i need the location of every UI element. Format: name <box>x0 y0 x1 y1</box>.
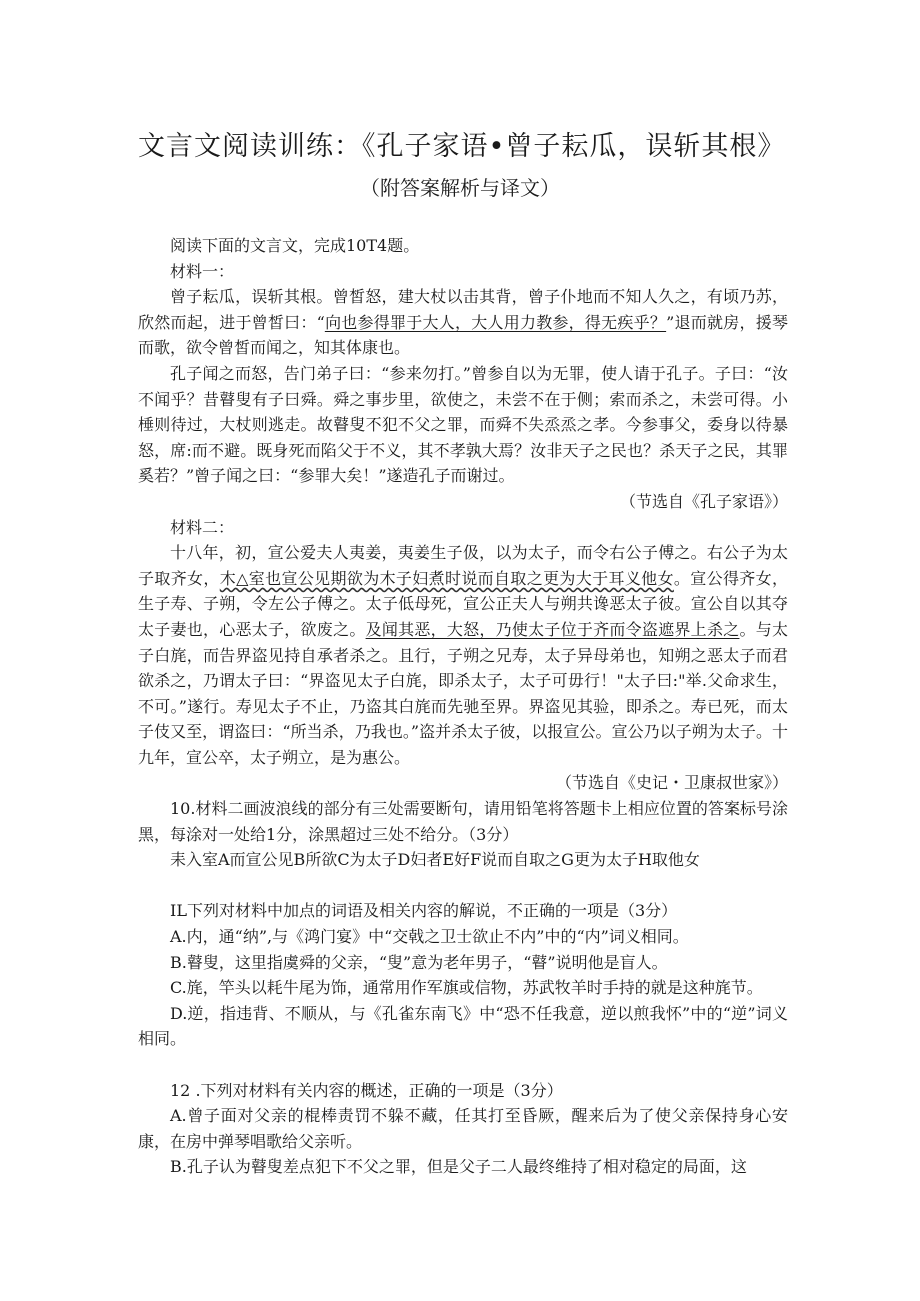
document-title: 文言文阅读训练：《孔子家语•曾子耘瓜，误斩其根》 <box>138 131 786 162</box>
spacer <box>138 873 788 899</box>
spacer <box>138 1052 788 1078</box>
question-11-stem: IL下列对材料中加点的词语及相关内容的解说，不正确的一项是（3分） <box>170 901 678 921</box>
question-11-option-b: B.瞽叟，这里指虞舜的父亲，“叟”意为老年男子，“瞽”说明他是盲人。 <box>170 952 668 972</box>
question-10-options: 耒入室A而宣公见B所欲C为太子D妇者E好F说而自取之G更为太子H取他女 <box>170 850 700 870</box>
material2-text: 。与太子白旄，而告界盗见持自承者杀之。且行，子朔之兄寿，太子异母弟也，知朔之恶太子而君欲杀之，乃谓太子曰：“界盗见太子白旄，即杀太子，太子可毋行！"太子曰:"举.父命求生，不可。”遂行。寿见太子不止，乃盗其白旄而先驰至界。界盗见其验，即杀之。寿已死，而太子伎又至，谓盗曰：“所当杀，乃我也。”盗并杀太子彼，以报宣公。宣公乃以子朔为太子。十九年，宣公卒，太子朔立，是为惠公。 <box>138 619 788 767</box>
question-11-option-a: A.内，通“纳”,与《鸿门宴》中“交戟之卫士欲止不内”中的“内”词义相同。 <box>170 927 689 947</box>
question-12-option-b: B.孔子认为瞽叟差点犯下不父之罪，但是父子二人最终维持了相对稳定的局面，这 <box>170 1157 747 1177</box>
material1-paragraph-2: 孔子闻之而怒，告门弟子曰：“参来勿打。”曾参自以为无罪，使人请于孔子。子曰：“汝不闻乎？昔瞽叟有子曰舜。舜之事步里，欲使之，未尝不在于侧；索而杀之，未尝可得。小棰则待过，大杖则逃走。故瞽叟不犯不父之罪，而舜不失烝烝之孝。今参事父，委身以待暴怒，席:而不避。既身死而陷父于不义，其不孝孰大焉？汝非天子之民也？杀天子之民，其罪奚若？”曾子闻之曰：“参罪大矣！”遂造孔子而谢过。 <box>138 363 788 486</box>
question-10-stem: 10.材料二画波浪线的部分有三处需要断句，请用铅笔将答题卡上相应位置的答案标号涂黑，每涂对一处给1分，涂黑超过三处不给分。（3分） <box>138 799 788 844</box>
material1-paragraph-1 <box>138 284 788 361</box>
wavy-underlined-passage: 木△室也宣公见期欲为木子妇煮时说而自取之更为大于耳义他女 <box>219 568 674 588</box>
question-12-option-a: A.曾子面对父亲的棍棒责罚不躲不藏，任其打至昏厥，醒来后为了使父亲保持身心安康，在房中弹琴唱歌给父亲听。 <box>138 1106 788 1151</box>
material1-source: （节选自《孔子家语》） <box>619 491 788 511</box>
underlined-sentence: 向也参得罪于大人，大人用力教参，得无疾乎？ <box>324 312 667 332</box>
material2-source: （节选自《史记・卫康叔世家》） <box>555 773 788 793</box>
document-subtitle: （附答案解析与译文） <box>360 176 560 200</box>
material2-paragraph <box>138 540 788 770</box>
instruction: 阅读下面的文言文，完成10T4题。 <box>170 236 420 255</box>
question-11-option-c: C.旄，竿头以耗牛尾为饰，通常用作军旗或信物，苏武牧羊时手持的就是这种旄节。 <box>170 978 763 998</box>
question-12-stem: 12 .下列对材料有关内容的概述，正确的一项是（3分） <box>170 1080 563 1100</box>
document-body <box>138 233 788 1180</box>
underlined-sentence: 及闻其恶，大怒，乃使太子位于齐而令盗遮界上杀之 <box>365 619 740 639</box>
material2-text: 十八年，初，宣公爱夫人夷姜，夷姜生子伋，以为太子，而令右公子傅之。右公子为太子取齐女， <box>138 543 788 588</box>
material2-label: 材料二： <box>170 517 235 537</box>
material2-text: 。宣公得齐女，生子寿、子朔，令左公子傅之。太子低母死，宣公正夫人与朔共谗恶太子彼。宣公自以其夺太子妻也，心恶太子，欲废之。 <box>138 568 788 639</box>
material1-text: 曾子耘瓜，误斩其根。曾皙怒，建大杖以击其背，曾子仆地而不知人久之，有顷乃苏，欣然而起，进于曾皙曰：“ <box>138 287 788 332</box>
question-11-option-d: D.逆，指违背、不顺从，与《孔雀东南飞》中“恐不任我意，逆以煎我怀”中的“逆”词义相同。 <box>138 1003 788 1049</box>
material1-label: 材料一： <box>170 261 235 281</box>
material1-text: ”退而就房，援琴而歌，欲令曾皙而闻之，知其体康也。 <box>138 312 788 358</box>
